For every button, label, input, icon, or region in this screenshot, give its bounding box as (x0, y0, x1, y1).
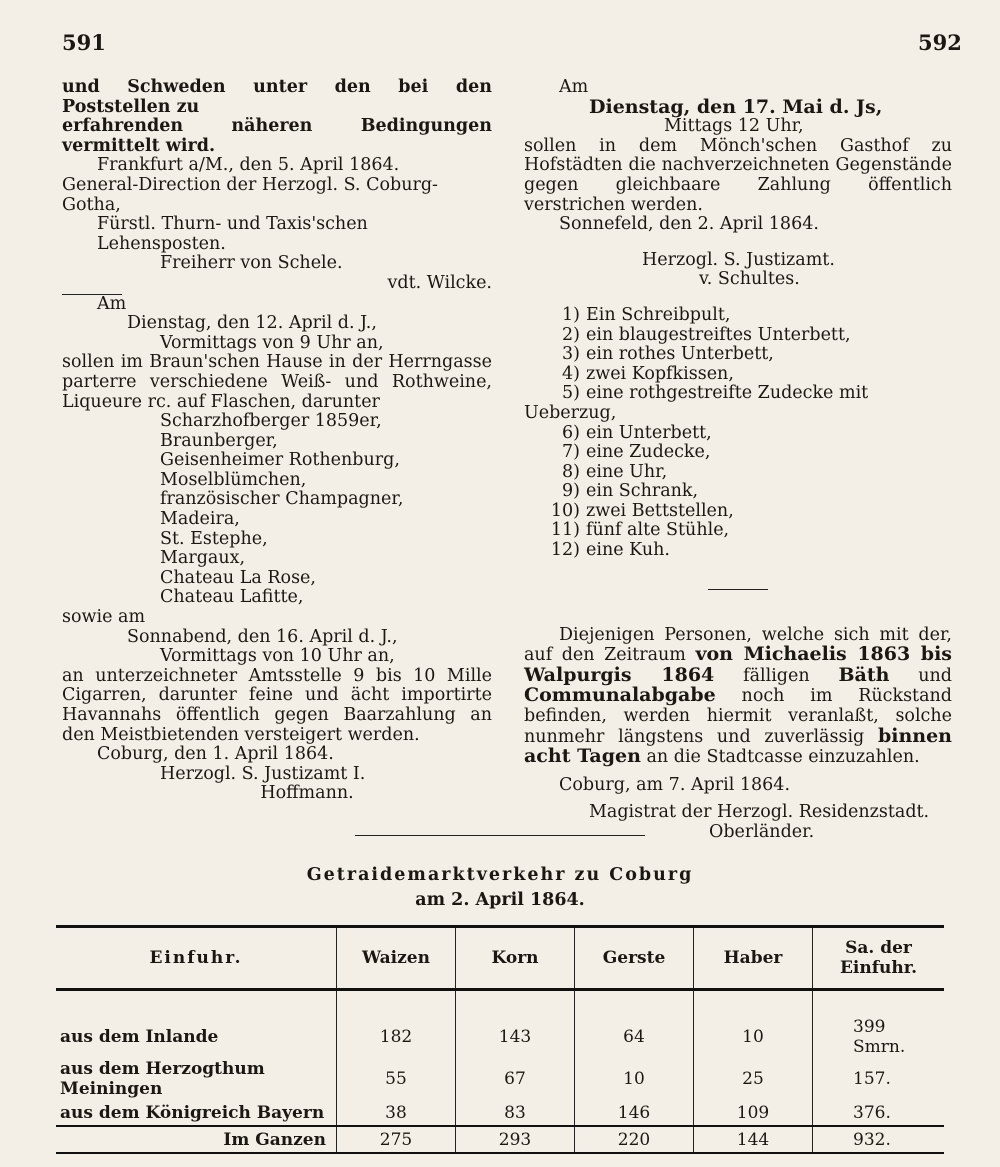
notice3-place-date: Sonnefeld, den 2. April 1864. (559, 214, 819, 235)
grain-market-table (56, 925, 944, 1154)
inventory-item (524, 482, 952, 502)
notice3-am: Am (559, 77, 589, 97)
inventory-item (524, 502, 952, 522)
left-column (62, 78, 492, 804)
notice3-text: sollen in dem Mönch'schen Gasthof zu Hofstädten die nachverzeichneten Gegenstände gegen gleichbaare Zahlung öffentlich verstrichen werden. (524, 135, 952, 215)
notice2-date2: Sonnabend, den 16. April d. J., (127, 626, 398, 647)
cell-value: 83 (456, 1100, 575, 1126)
table-row (56, 1058, 944, 1100)
separator-rule (708, 589, 768, 590)
inventory-item (524, 345, 952, 365)
inventory-item-number: 8) (562, 461, 580, 482)
notice2-org: Herzogl. S. Justizamt I. (160, 763, 366, 784)
notice4-text: Diejenigen Personen, welche sich mit der, auf den Zeitraum von Michaelis 1863 bis Walpurgis 1864 fälligen Bäth und Communalabgabe noch im Rückstand befinden, werden hiermit veranlaßt, solche nunmehr längstens und zuverlässig binnen acht Tagen an die Stadtcasse einzuzahlen. (524, 624, 952, 768)
inventory-item-number: 12) (550, 540, 580, 561)
notice1-place-date: Frankfurt a/M., den 5. April 1864. (97, 155, 400, 176)
inventory-item-number: 2) (562, 324, 580, 345)
notice3-time: Mittags 12 Uhr, (664, 116, 804, 137)
cell-value: 182 (337, 1016, 456, 1058)
inventory-item (524, 326, 952, 346)
col-header-einfuhr: Einfuhr. (56, 927, 337, 990)
col-header-haber: Haber (694, 927, 813, 990)
notice2-am: Am (97, 293, 127, 314)
market-title: Getraidemarktverkehr zu Coburg (306, 865, 694, 885)
cell-value: 146 (575, 1100, 694, 1126)
wine-item: Moselblümchen, (160, 469, 307, 490)
col-header-korn: Korn (456, 927, 575, 990)
inventory-item-text: zwei Kopfkissen, (586, 363, 734, 384)
cell-value: 67 (456, 1058, 575, 1100)
cell-value: 64 (575, 1016, 694, 1058)
notice4-place-date: Coburg, am 7. April 1864. (559, 774, 791, 795)
cell-value: 25 (694, 1058, 813, 1100)
inventory-item (524, 424, 952, 444)
cell-sum: 376. (813, 1100, 945, 1126)
notice4-org: Magistrat der Herzogl. Residenzstadt. (589, 802, 930, 823)
notice1-line2: erfahrenden näheren Bedingungen vermittelt wird. (62, 116, 492, 156)
inventory-item-number: 11) (550, 520, 580, 541)
inventory-item-text: ein blaugestreiftes Unterbett, (586, 324, 851, 345)
wine-item: St. Estephe, (160, 528, 268, 549)
inventory-item-text: zwei Bettstellen, (586, 500, 734, 521)
inventory-item-number: 9) (562, 481, 580, 502)
notice2-signer: Hoffmann. (260, 783, 354, 804)
col-header-sum: Sa. der Einfuhr. (813, 927, 945, 990)
cell-value: 38 (337, 1100, 456, 1126)
notice3-date: Dienstag, den 17. Mai d. Js, (589, 95, 883, 118)
inventory-item-text: ein Unterbett, (586, 422, 712, 443)
cell-total-sum: 932. (813, 1126, 945, 1153)
inventory-item-number: 10) (550, 500, 580, 521)
notice1-line1: und Schweden unter den bei den Poststellen zu (62, 77, 492, 117)
wine-item: Chateau La Rose, (160, 567, 316, 588)
notice1-org1: General-Direction der Herzogl. S. Coburg-Gotha, (62, 174, 438, 215)
notice2-time2: Vormittags von 10 Uhr an, (160, 646, 395, 667)
inventory-item-number: 4) (562, 363, 580, 384)
cell-total: 144 (694, 1126, 813, 1153)
inventory-item-text: Ein Schreibpult, (586, 304, 731, 325)
notice1-countersign: vdt. Wilcke. (387, 272, 492, 293)
inventory-item-text: eine Kuh. (586, 540, 670, 561)
inventory-item-text: fünf alte Stühle, (586, 520, 730, 541)
notice2-time1: Vormittags von 9 Uhr an, (160, 332, 384, 353)
notice4-signer: Oberländer. (709, 822, 815, 842)
wine-item: Scharzhofberger 1859er, (160, 411, 382, 432)
notice1-org2: Fürstl. Thurn- und Taxis'schen Lehensposten. (97, 214, 368, 254)
row-label: aus dem Inlande (60, 1027, 219, 1047)
wine-item: Geisenheimer Rothenburg, (160, 450, 400, 471)
page-number-left: 591 (62, 30, 106, 55)
inventory-item-number: 3) (562, 344, 580, 365)
inventory-item (524, 521, 952, 541)
notice2-items (62, 412, 492, 608)
row-label-total: Im Ganzen (56, 1126, 337, 1153)
wine-item: Braunberger, (160, 430, 278, 451)
notice2-place-date: Coburg, den 1. April 1864. (97, 744, 334, 765)
notice2-text2: an unterzeichneter Amtsstelle 9 bis 10 Mille Cigarren, darunter feine und ächt importirte Havannahs öffentlich gegen Baarzahlung an den Meistbietenden versteigert werden. (62, 665, 492, 745)
inventory-item (524, 443, 952, 463)
table-row-total (56, 1126, 944, 1153)
cell-value: 55 (337, 1058, 456, 1100)
notice3-signer: v. Schultes. (699, 269, 800, 290)
inventory-item (524, 365, 952, 385)
inventory-item-number: 6) (562, 422, 580, 443)
notice2-sowie: sowie am (62, 607, 146, 628)
table-row (56, 1016, 944, 1058)
notice1-signer: Freiherr von Schele. (160, 253, 343, 274)
cell-value: 143 (456, 1016, 575, 1058)
cell-value: 10 (575, 1058, 694, 1100)
cell-value: 109 (694, 1100, 813, 1126)
inventory-item-text: eine Zudecke, (586, 442, 711, 463)
inventory-item-text: eine Uhr, (586, 461, 668, 482)
cell-sum: 157. (813, 1058, 945, 1100)
page-number-right: 592 (918, 30, 962, 55)
wine-item: Chateau Lafitte, (160, 587, 304, 608)
inventory-item-text: ein Schrank, (586, 481, 699, 502)
market-date: am 2. April 1864. (415, 890, 585, 910)
notice2-text1: sollen im Braun'schen Hause in der Herrngasse parterre verschiedene Weiß- und Rothweine, Liqueure rc. auf Flaschen, darunter (62, 352, 492, 412)
table-row (56, 1100, 944, 1126)
wine-item: Madeira, (160, 509, 240, 530)
table-header-row (56, 927, 944, 990)
col-header-waizen: Waizen (337, 927, 456, 990)
inventory-item-text: eine rothgestreifte Zudecke mit Ueberzug, (524, 383, 869, 423)
inventory-item (524, 541, 952, 561)
inventory-item-number: 5) (562, 383, 580, 404)
row-label: aus dem Königreich Bayern (60, 1102, 325, 1123)
inventory-item-number: 1) (562, 304, 580, 325)
wine-item: Margaux, (160, 548, 246, 569)
cell-total: 220 (575, 1126, 694, 1153)
notice2-date1: Dienstag, den 12. April d. J., (127, 313, 377, 334)
inventory-item (524, 306, 952, 326)
inventory-item-number: 7) (562, 442, 580, 463)
cell-total: 293 (456, 1126, 575, 1153)
cell-total: 275 (337, 1126, 456, 1153)
inventory-item-text: ein rothes Unterbett, (586, 344, 774, 365)
inventory-item (524, 463, 952, 483)
cell-sum: 399 Smrn. (813, 1016, 945, 1058)
cell-value: 10 (694, 1016, 813, 1058)
right-column (524, 78, 952, 843)
notice3-org: Herzogl. S. Justizamt. (642, 249, 835, 270)
section-divider (355, 835, 645, 836)
inventory-item (524, 384, 952, 423)
col-header-gerste: Gerste (575, 927, 694, 990)
wine-item: französischer Champagner, (160, 489, 404, 510)
inventory-list (524, 306, 952, 561)
row-label: aus dem Herzogthum Meiningen (60, 1059, 265, 1099)
